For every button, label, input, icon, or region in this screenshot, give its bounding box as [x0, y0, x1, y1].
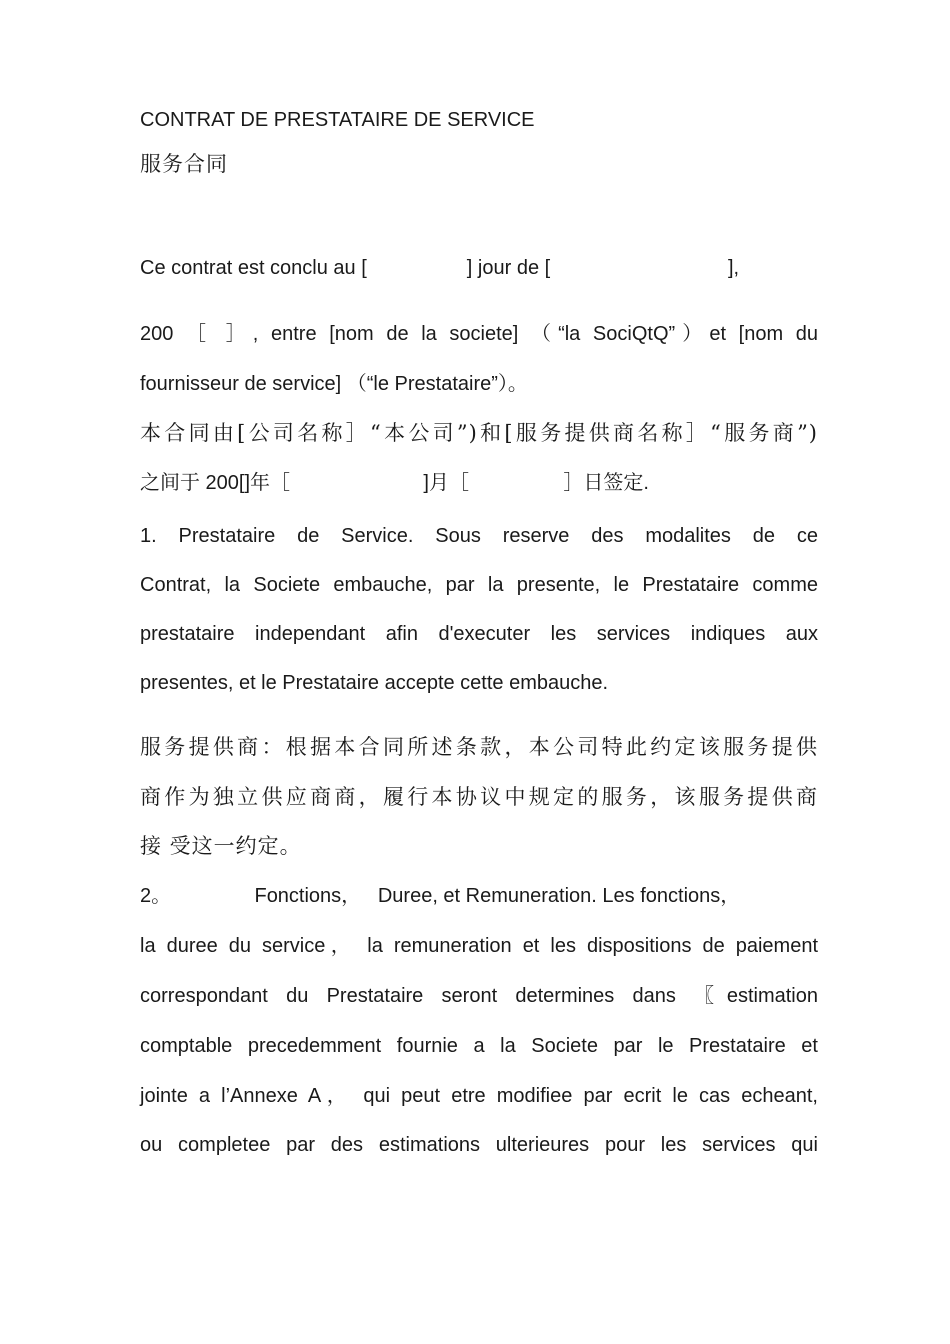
paragraph-line: presentes, et le Prestataire accepte cette embauche. — [140, 672, 609, 694]
paragraph-line: ou completee par des estimations ulterieures pour les services qui — [140, 1134, 818, 1156]
paragraph-line: fournisseur de service] （“le Prestataire”）。 — [140, 373, 528, 395]
paragraph-line: 接 受这一约定。 — [140, 834, 302, 858]
paragraph-line: 商作为独立供应商商，履行本协议中规定的服务，该服务提供商 — [140, 785, 818, 809]
paragraph-line: 服务提供商：根据本合同所述条款，本公司特此约定该服务提供 — [140, 735, 818, 759]
clause-2-heading: 2。 Fonctions， Duree, et Remuneration. Les fonctions， — [140, 885, 741, 907]
paragraph-line: 本合同由[公司名称］“本公司”)和[服务提供商名称］“服务商”) — [140, 421, 818, 445]
paragraph-line: correspondant du Prestataire seront determines dans 〖estimation — [140, 985, 818, 1007]
paragraph-line: jointe a l’Annexe A， qui peut etre modifiee par ecrit le cas echeant, — [140, 1085, 818, 1107]
paragraph-line: prestataire independant afin d'executer les services indiques aux — [140, 623, 818, 645]
clause-1-heading: 1. Prestataire de Service. Sous reserve des modalites de ce — [140, 525, 818, 547]
paragraph-line: 之间于 200[]年［ ]月［ ］日签定. — [140, 472, 649, 494]
paragraph-line: la duree du service， la remuneration et les dispositions de paiement — [140, 935, 818, 957]
paragraph-line: comptable precedemment fournie a la Societe par le Prestataire et — [140, 1035, 818, 1057]
paragraph-line: 200 ［ ］, entre [nom de la societe] （“la SociQtQ”）et [nom du — [140, 323, 818, 345]
document-title-french: CONTRAT DE PRESTATAIRE DE SERVICE — [140, 109, 535, 131]
paragraph-line: Contrat, la Societe embauche, par la presente, le Prestataire comme — [140, 574, 818, 596]
paragraph-line: Ce contrat est conclu au [ ] jour de [ ], — [140, 257, 740, 279]
document-title-chinese: 服务合同 — [140, 152, 228, 176]
